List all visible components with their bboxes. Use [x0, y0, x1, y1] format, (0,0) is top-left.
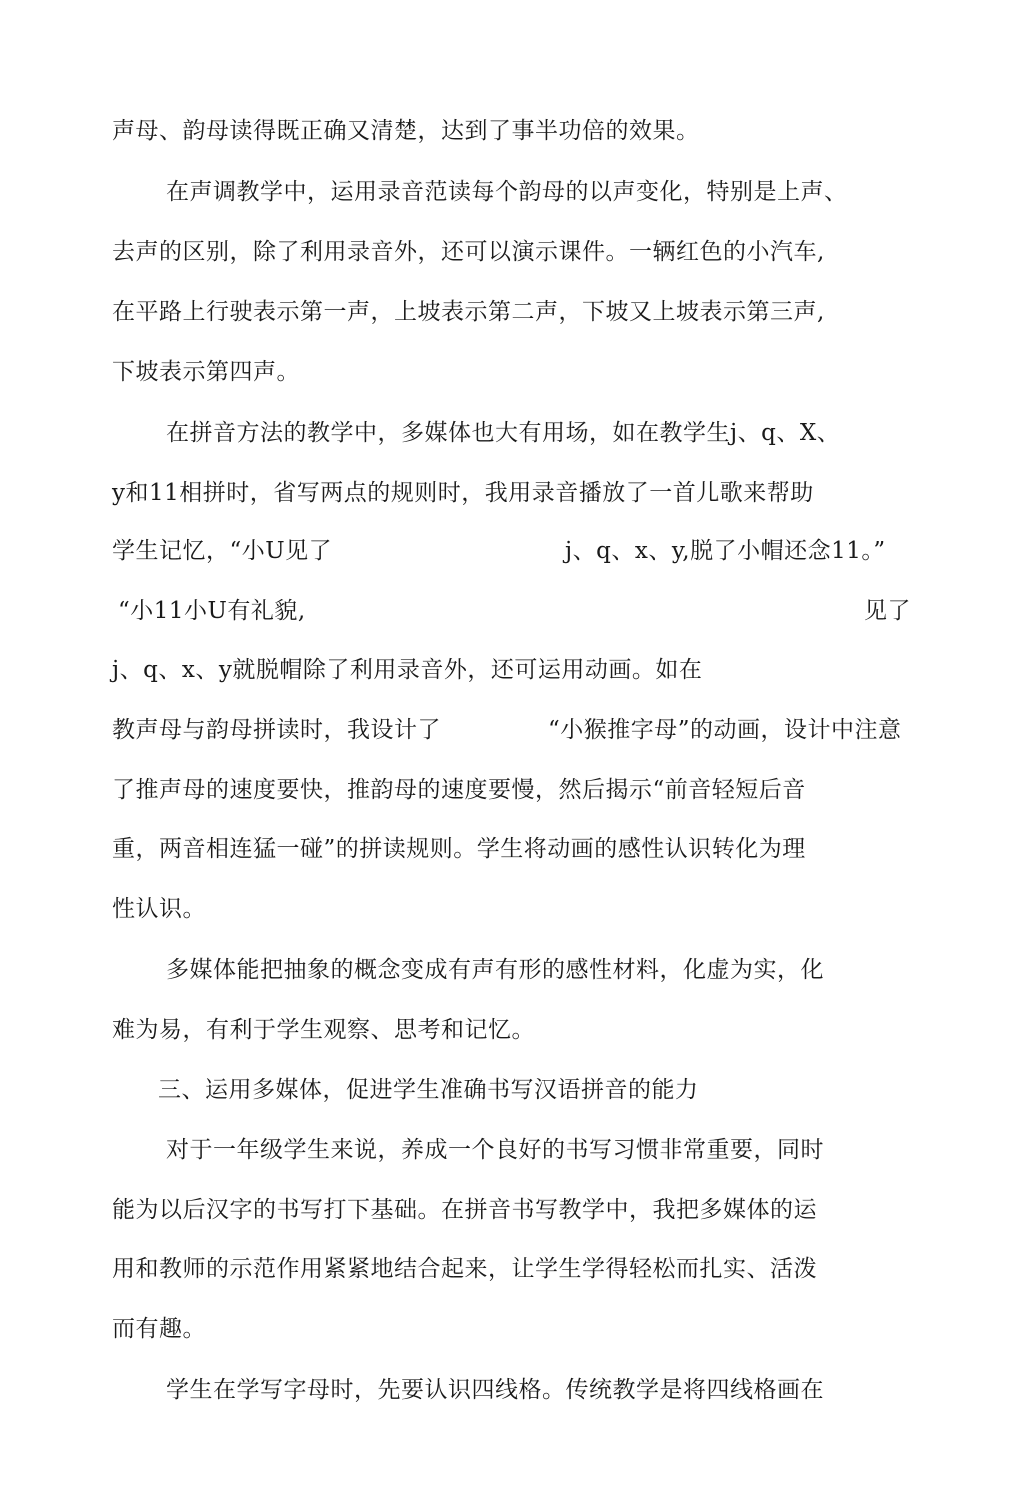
text-line: 见了: [864, 598, 911, 624]
text-line: 去声的区别，除了利用录音外，还可以演示课件。一辆红色的小汽车,: [112, 239, 825, 265]
text-line: 性认识。: [112, 896, 206, 922]
text-line: 用和教师的示范作用紧紧地结合起来，让学生学得轻松而扎实、活泼: [112, 1256, 817, 1282]
text-line: 学生记忆，“小U见了: [112, 538, 333, 564]
text-line: “小猴推字母”的动画，设计中注意: [548, 717, 902, 743]
text-line: 学生在学写字母时，先要认识四线格。传统教学是将四线格画在: [166, 1377, 824, 1403]
text-line: 对于一年级学生来说，养成一个良好的书写习惯非常重要，同时: [166, 1137, 824, 1163]
text-line: 教声母与韵母拼读时，我设计了: [112, 717, 441, 743]
text-line: 能为以后汉字的书写打下基础。在拼音书写教学中，我把多媒体的运: [112, 1197, 817, 1223]
text-line: 在平路上行驶表示第一声，上坡表示第二声，下坡又上坡表示第三声,: [112, 299, 825, 325]
text-line: y和11相拼时，省写两点的规则时，我用录音播放了一首儿歌来帮助: [112, 480, 814, 506]
text-line: “小11小U有礼貌,: [118, 598, 306, 624]
text-line: 在拼音方法的教学中，多媒体也大有用场，如在教学生j、q、X、: [166, 420, 841, 446]
text-line: 重，两音相连猛一碰”的拼读规则。学生将动画的感性认识转化为理: [112, 836, 806, 862]
section-heading: 三、运用多媒体，促进学生准确书写汉语拼音的能力: [158, 1077, 699, 1103]
text-line: j、q、x、y就脱帽除了利用录音外，还可运用动画。如在: [112, 657, 703, 683]
text-line: 下坡表示第四声。: [112, 359, 300, 385]
text-line: 声母、韵母读得既正确又清楚，达到了事半功倍的效果。: [112, 118, 700, 144]
text-line: 在声调教学中，运用录音范读每个韵母的以声变化，特别是上声、: [166, 179, 848, 205]
text-line: 多媒体能把抽象的概念变成有声有形的感性材料，化虚为实，化: [166, 957, 824, 983]
text-line: j、q、x、y,脱了小帽还念11。”: [565, 538, 886, 564]
text-line: 了推声母的速度要快，推韵母的速度要慢，然后揭示“前音轻短后音: [112, 777, 806, 803]
text-line: 难为易，有利于学生观察、思考和记忆。: [112, 1017, 535, 1043]
text-line: 而有趣。: [112, 1316, 206, 1342]
